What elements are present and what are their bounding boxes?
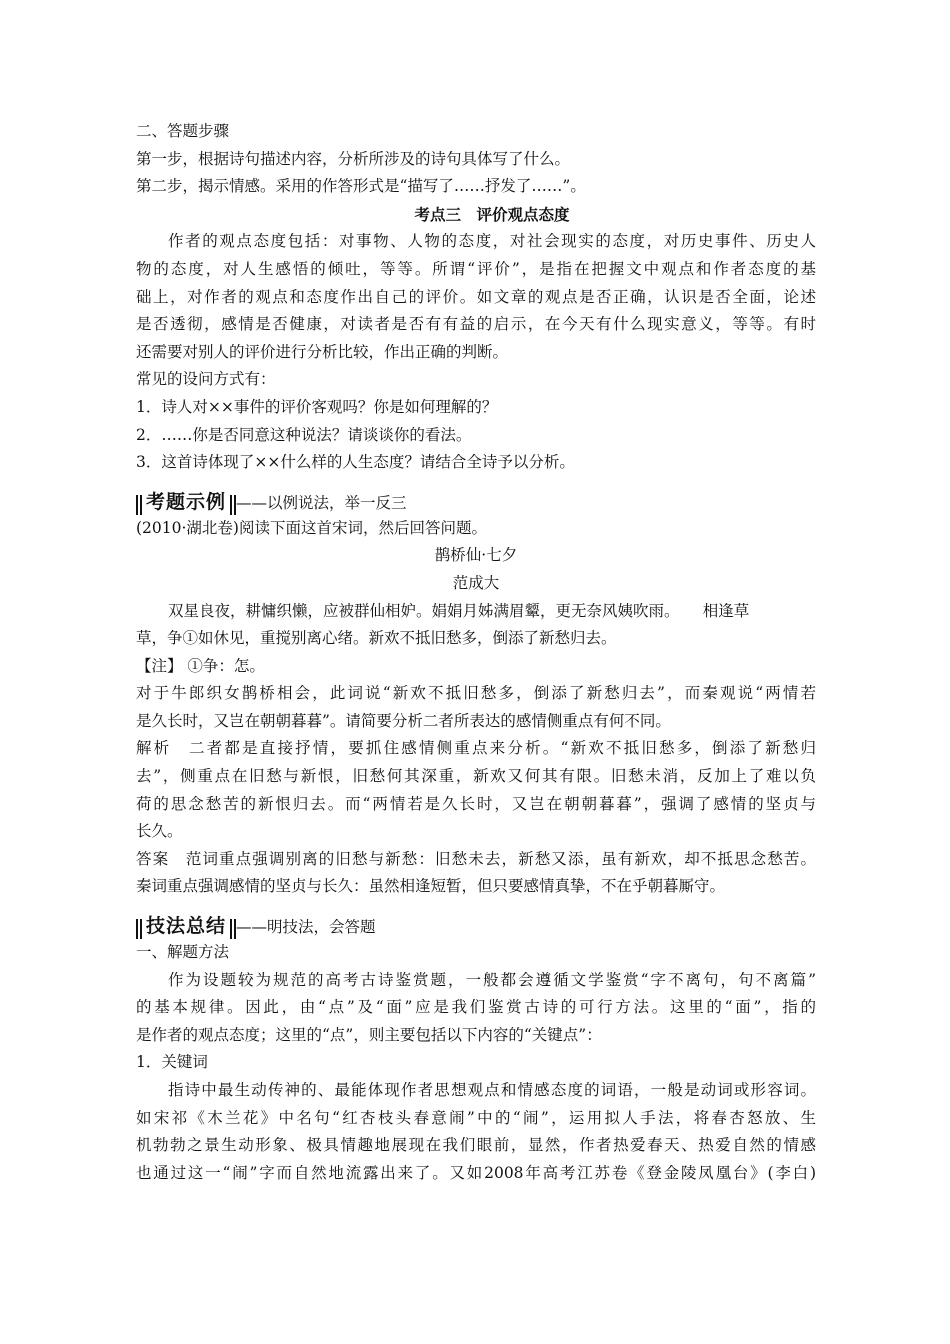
- common-question-heading: 常见的设问方式有：: [136, 370, 276, 389]
- double-bar-icon: [136, 495, 142, 515]
- poem-title: 鹊桥仙·七夕: [434, 546, 518, 565]
- analysis-line: 荷的思念愁苦的新恨归去。而“两情若是久长时，又岂在朝朝暮暮”，强调了感情的坚贞与: [136, 794, 816, 813]
- section-header-example: [136, 479, 816, 515]
- paragraph-line: 作为设题较为规范的高考古诗鉴赏题，一般都会遵循文学鉴赏“字不离句，句不离篇”: [168, 970, 816, 989]
- analysis-line: 解析 二者都是直接抒情，要抓住感情侧重点来分析。“新欢不抵旧愁多，倒添了新愁归: [136, 739, 816, 758]
- step-1: 第一步，根据诗句描述内容，分析所涉及的诗句具体写了什么。: [136, 149, 571, 168]
- analysis-line: 长久。: [136, 822, 183, 841]
- paragraph-line: 物的态度，对人生感悟的倾吐，等等。所谓“评价”，是指在把握文中观点和作者态度的基: [136, 259, 816, 278]
- paragraph-line: 如宋祁《木兰花》中名句“红杏枝头春意闹”中的“闹”，运用拟人手法，将春杏怒放、生: [136, 1108, 816, 1127]
- paragraph-line: 作者的观点态度包括：对事物、人物的态度，对社会现实的态度，对历史事件、历史人: [168, 232, 816, 251]
- question-item: 1．诗人对××事件的评价客观吗？你是如何理解的？: [136, 397, 498, 416]
- section-title: 考题示例: [146, 490, 227, 513]
- analysis-line: 去”，侧重点在旧愁与新恨，旧愁何其深重，新欢又何其有限。旧愁未消，反加上了难以负: [136, 767, 816, 786]
- paragraph-line: 是作者的观点态度；这里的“点”，则主要包括以下内容的“关键点”：: [136, 1025, 602, 1044]
- double-bar-icon: [136, 919, 142, 939]
- question-item: 2．……你是否同意这种说法？请谈谈你的看法。: [136, 425, 472, 444]
- question-line: 对于牛郎织女鹊桥相会，此词说“新欢不抵旧愁多，倒添了新愁归去”，而秦观说“两情若: [136, 684, 816, 703]
- paragraph-line: 的基本规律。因此，由“点”及“面”应是我们鉴赏古诗的可行方法。这里的“面”，指的: [136, 998, 816, 1017]
- method-heading: 一、解题方法: [136, 943, 230, 962]
- section-header-method: [136, 903, 816, 939]
- section-title: 技法总结: [146, 915, 227, 938]
- poem-note: 【注】 ①争：怎。: [136, 656, 265, 675]
- answer-line: 秦词重点强调感情的坚贞与长久：虽然相逢短暂，但只要感情真挚，不在乎朝暮厮守。: [136, 877, 726, 896]
- poem-line: 草，争①如休见，重搅别离心绪。新欢不抵旧愁多，倒添了新愁归去。: [136, 629, 617, 648]
- answer-line: 答案 范词重点强调别离的旧愁与新愁：旧愁未去，新愁又添，虽有新欢，却不抵思念愁苦。: [136, 849, 816, 868]
- document-page: [136, 118, 816, 1187]
- paragraph-line: 也通过这一“闹”字而自然地流露出来了。又如2008年高考江苏卷《登金陵凤凰台》(李白): [136, 1163, 816, 1182]
- step-2: 第二步，揭示情感。采用的作答形式是“描写了……抒发了……”。: [136, 177, 586, 196]
- subheading: 1．关键词: [136, 1053, 208, 1072]
- section-subtitle: ——明技法，会答题: [236, 918, 376, 937]
- section-subtitle: ——以例说法，举一反三: [236, 493, 407, 512]
- question-source: (2010·湖北卷)阅读下面这首宋词，然后回答问题。: [136, 518, 487, 537]
- paragraph-line: 是否透彻，感情是否健康，对读者是否有有益的启示，在今天有什么现实意义，等等。有时: [136, 315, 816, 334]
- paragraph-line: 机勃勃之景生动形象、极具情趣地展现在我们眼前，显然，作者热爱春天、热爱自然的情感: [136, 1136, 816, 1155]
- paragraph-line: 还需要对别人的评价进行分析比较，作出正确的判断。: [136, 342, 509, 361]
- paragraph-line: 指诗中最生动传神的、最能体现作者思想观点和情感态度的词语，一般是动词或形容词。: [168, 1081, 816, 1099]
- poem-author: 范成大: [452, 573, 500, 592]
- poem-line: 双星良夜，耕慵织懒，应被群仙相妒。娟娟月姊满眉颦，更无奈风姨吹雨。 相逢草: [168, 601, 750, 620]
- section-heading: 二、答题步骤: [136, 122, 230, 140]
- question-item: 3．这首诗体现了××什么样的人生态度？请结合全诗予以分析。: [136, 453, 575, 472]
- question-line: 是久长时，又岂在朝朝暮暮”。请简要分析二者所表达的感情侧重点有何不同。: [136, 711, 671, 730]
- paragraph-line: 础上，对作者的观点和态度作出自己的评价。如文章的观点是否正确，认识是否全面，论述: [136, 287, 816, 306]
- topic-title: 考点三 评价观点态度: [414, 204, 570, 224]
